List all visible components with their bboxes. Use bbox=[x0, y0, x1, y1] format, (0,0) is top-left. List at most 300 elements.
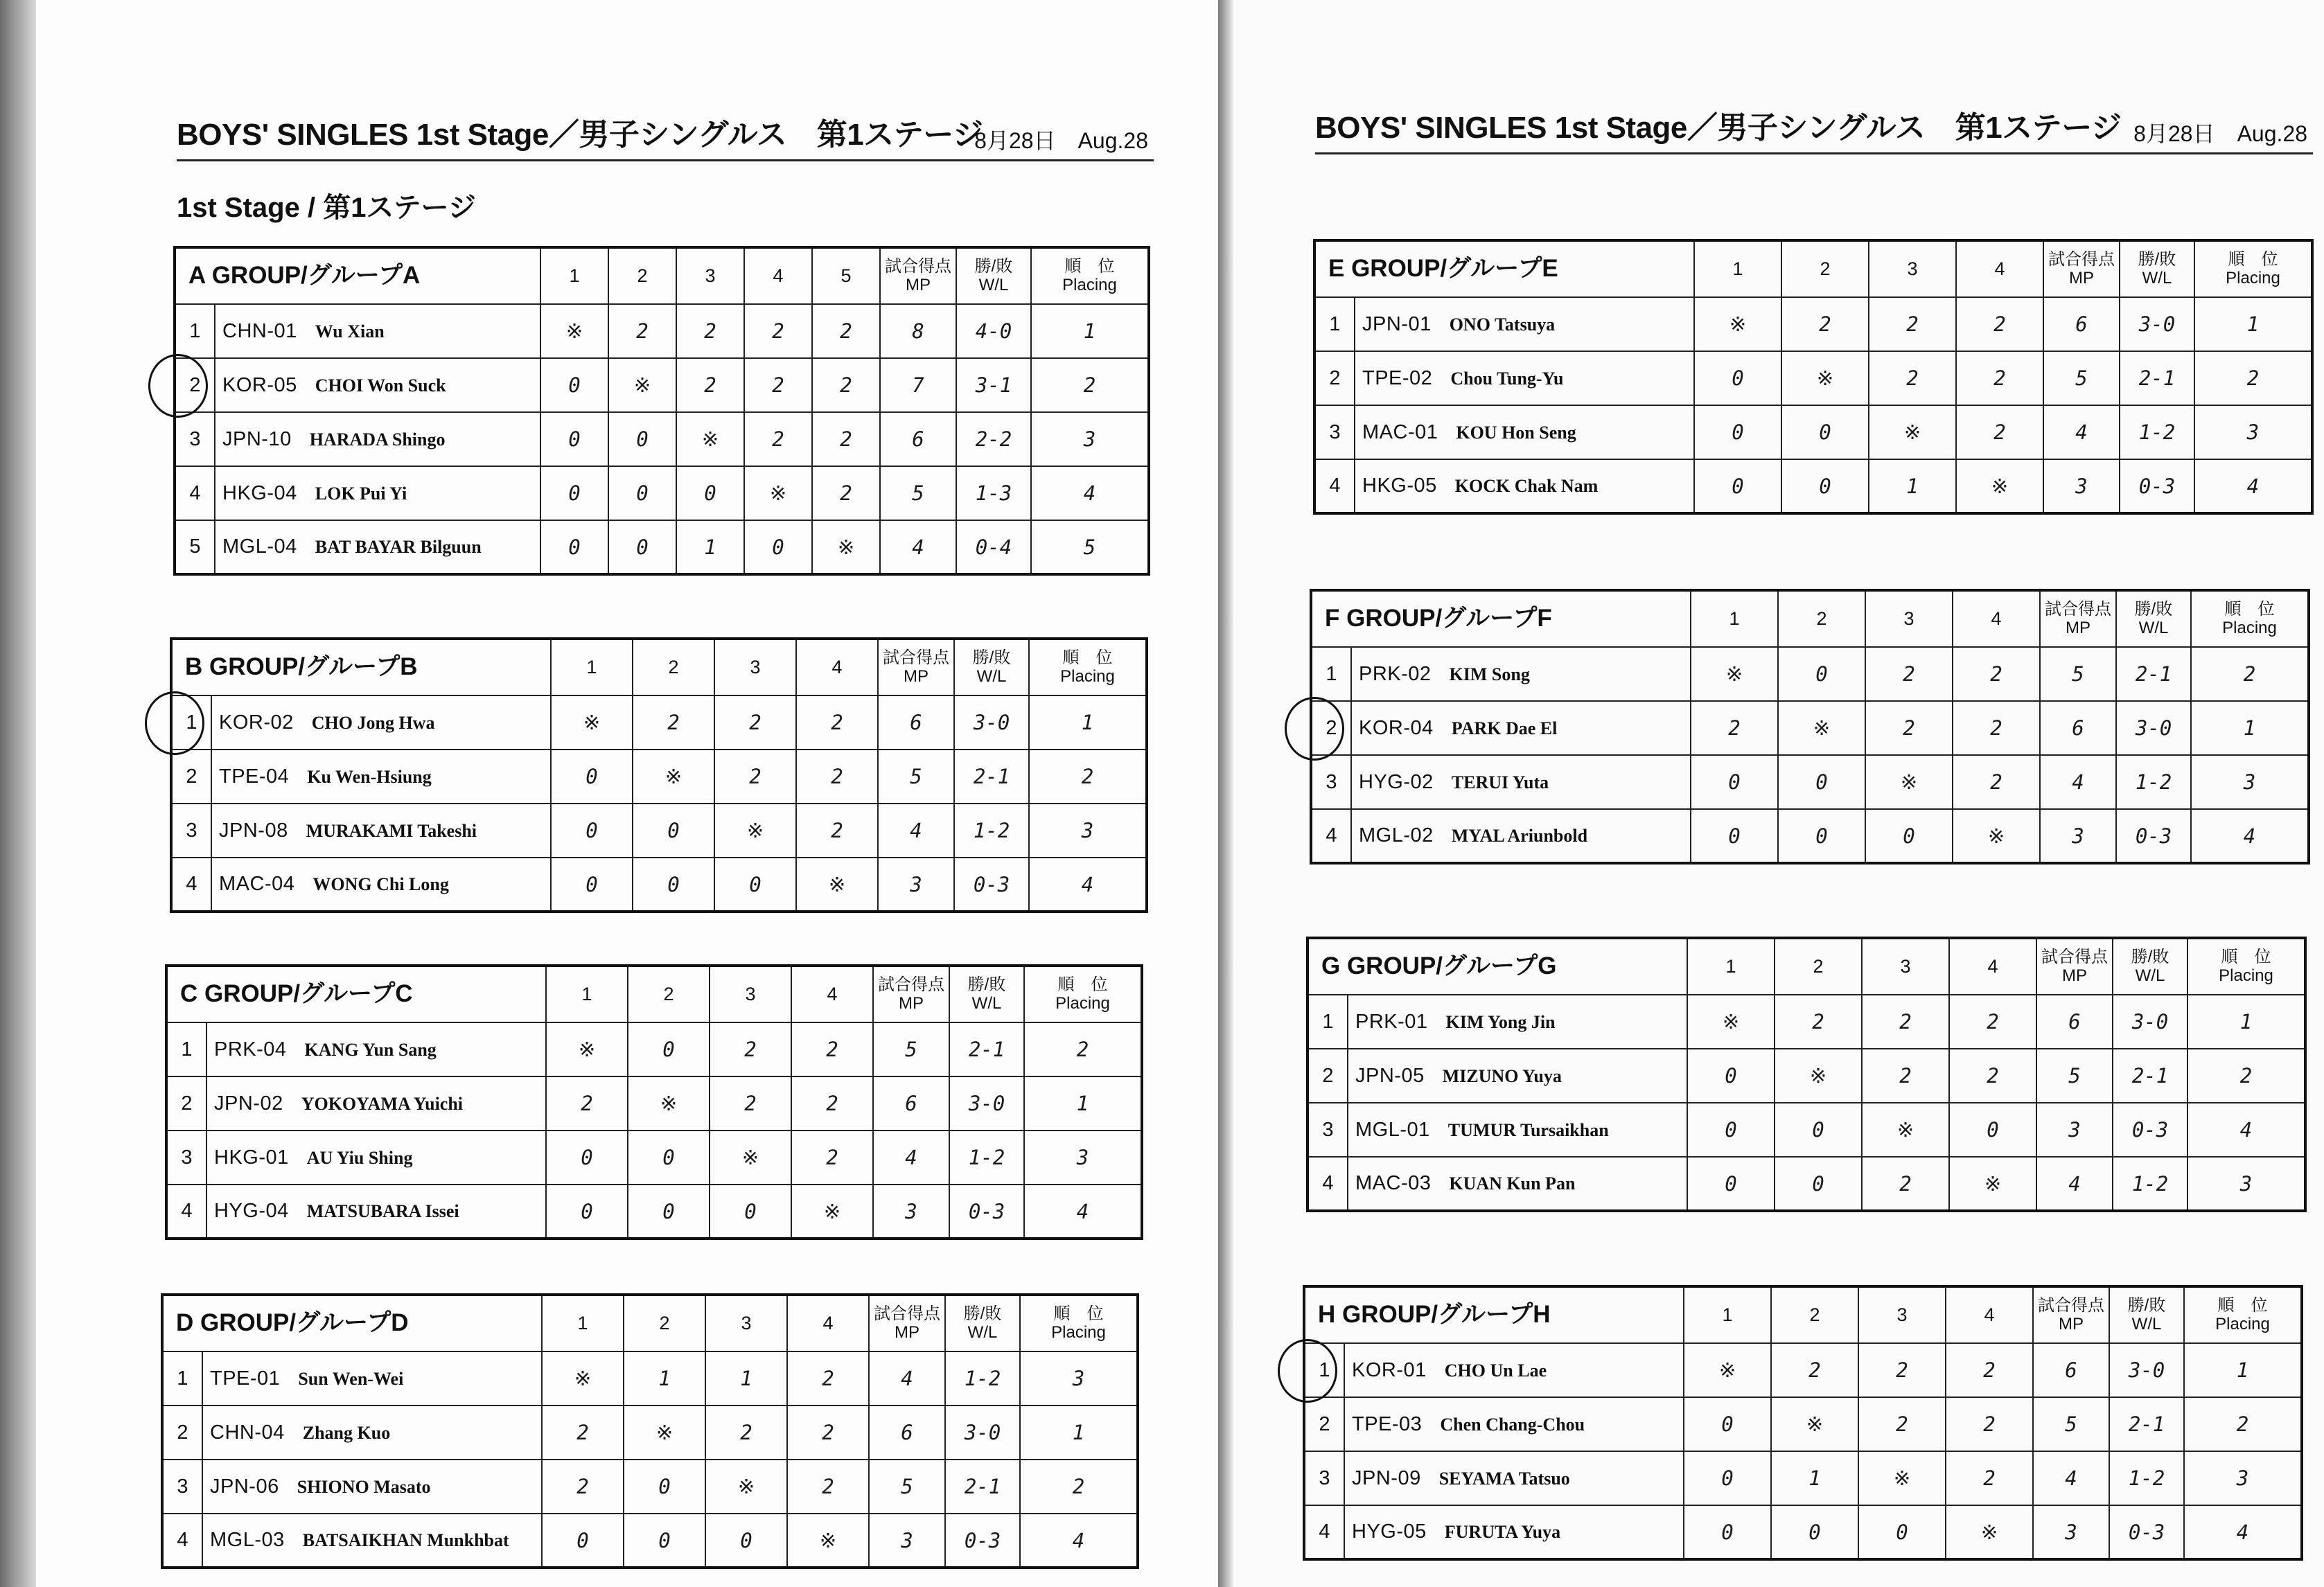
match-result: 0 bbox=[540, 412, 608, 466]
win-loss: 2-1 bbox=[945, 1460, 1020, 1514]
player-code: HYG-02 bbox=[1359, 770, 1434, 793]
player-code: MGL-03 bbox=[210, 1529, 285, 1551]
player-code: CHN-01 bbox=[222, 319, 297, 342]
player-cell bbox=[215, 466, 540, 520]
opponent-column-header: 3 bbox=[705, 1295, 787, 1351]
opponent-column-header: 3 bbox=[710, 966, 791, 1022]
mp-column-header: 試合得点 MP bbox=[2036, 938, 2113, 995]
table-row bbox=[1308, 1049, 2305, 1103]
placing: 3 bbox=[2184, 1451, 2302, 1505]
player-cell bbox=[1348, 1103, 1687, 1157]
row-number: 4 bbox=[1308, 1157, 1348, 1211]
opponent-column-header: 2 bbox=[624, 1295, 705, 1351]
win-loss: 0-3 bbox=[2120, 459, 2194, 513]
match-result: 2 bbox=[1865, 701, 1953, 755]
placing: 3 bbox=[2191, 755, 2309, 809]
win-loss: 3-0 bbox=[2113, 995, 2187, 1049]
player-cell bbox=[1344, 1397, 1684, 1451]
row-number: 3 bbox=[1304, 1451, 1344, 1505]
win-loss: 0-3 bbox=[2116, 809, 2191, 863]
match-result: 0 bbox=[628, 1185, 710, 1239]
placing-column-header: 順 位 Placing bbox=[2194, 240, 2312, 297]
match-points: 6 bbox=[878, 695, 954, 750]
opponent-column-header: 4 bbox=[1953, 590, 2040, 647]
player-cell bbox=[1348, 1157, 1687, 1211]
placing: 4 bbox=[2184, 1505, 2302, 1559]
placing-column-header: 順 位 Placing bbox=[2187, 938, 2305, 995]
table-row bbox=[162, 1460, 1138, 1514]
match-result: 2 bbox=[1946, 1397, 2033, 1451]
table-row bbox=[171, 695, 1147, 750]
match-result: 2 bbox=[676, 304, 744, 358]
player-code: JPN-08 bbox=[219, 819, 288, 842]
match-points: 8 bbox=[880, 304, 956, 358]
match-result: 2 bbox=[1858, 1343, 1946, 1397]
player-code: MGL-02 bbox=[1359, 824, 1434, 846]
match-result: 1 bbox=[676, 520, 744, 574]
player-name: HARADA Shingo bbox=[309, 429, 446, 450]
placing: 4 bbox=[2187, 1103, 2305, 1157]
row-number: 2 bbox=[1308, 1049, 1348, 1103]
placing: 5 bbox=[1031, 520, 1149, 574]
player-cell bbox=[206, 1076, 546, 1131]
table-row bbox=[162, 1406, 1138, 1460]
self-match-mark: ※ bbox=[633, 750, 714, 804]
row-number: 3 bbox=[1311, 755, 1351, 809]
match-points: 3 bbox=[2040, 809, 2116, 863]
match-points: 6 bbox=[873, 1076, 949, 1131]
self-match-mark: ※ bbox=[628, 1076, 710, 1131]
match-result: 0 bbox=[744, 520, 812, 574]
player-cell bbox=[1355, 351, 1694, 405]
match-result: 0 bbox=[1687, 1049, 1775, 1103]
player-code: JPN-10 bbox=[222, 427, 292, 450]
match-result: 0 bbox=[1781, 405, 1869, 459]
match-points: 6 bbox=[2043, 297, 2120, 351]
player-cell bbox=[215, 520, 540, 574]
self-match-mark: ※ bbox=[624, 1406, 705, 1460]
table-row bbox=[1304, 1343, 2302, 1397]
player-code: JPN-05 bbox=[1355, 1064, 1425, 1087]
player-cell bbox=[211, 804, 551, 858]
group-name: C GROUP/グループC bbox=[166, 966, 546, 1022]
player-code: MAC-03 bbox=[1355, 1172, 1432, 1194]
table-row bbox=[175, 520, 1149, 574]
group-table-f bbox=[1310, 589, 2310, 865]
match-points: 5 bbox=[2040, 647, 2116, 701]
opponent-column-header: 1 bbox=[1691, 590, 1778, 647]
opponent-column-header: 2 bbox=[628, 966, 710, 1022]
match-result: 0 bbox=[1684, 1397, 1771, 1451]
win-loss: 1-2 bbox=[949, 1131, 1024, 1185]
match-result: 0 bbox=[1684, 1505, 1771, 1559]
self-match-mark: ※ bbox=[714, 804, 796, 858]
match-result: 0 bbox=[1771, 1505, 1858, 1559]
opponent-column-header: 1 bbox=[542, 1295, 624, 1351]
row-number: 3 bbox=[1314, 405, 1355, 459]
table-row bbox=[1308, 1103, 2305, 1157]
opponent-column-header: 3 bbox=[676, 247, 744, 304]
player-cell bbox=[1351, 755, 1691, 809]
self-match-mark: ※ bbox=[1953, 809, 2040, 863]
row-number: 1 bbox=[1308, 995, 1348, 1049]
group-table-c bbox=[165, 964, 1143, 1240]
stage-heading: 1st Stage / 第1ステージ bbox=[177, 193, 476, 223]
win-loss: 3-1 bbox=[956, 358, 1031, 412]
self-match-mark: ※ bbox=[1946, 1505, 2033, 1559]
opponent-column-header: 1 bbox=[1694, 240, 1781, 297]
group-name: F GROUP/グループF bbox=[1311, 590, 1691, 647]
match-result: 2 bbox=[1865, 647, 1953, 701]
match-result: 2 bbox=[791, 1022, 873, 1076]
match-points: 5 bbox=[869, 1460, 945, 1514]
self-match-mark: ※ bbox=[1781, 351, 1869, 405]
table-row bbox=[1304, 1505, 2302, 1559]
player-cell bbox=[202, 1406, 542, 1460]
match-result: 2 bbox=[1862, 1049, 1949, 1103]
player-code: KOR-01 bbox=[1352, 1358, 1427, 1381]
opponent-column-header: 4 bbox=[787, 1295, 869, 1351]
player-name: LOK Pui Yi bbox=[315, 483, 407, 504]
player-code: MGL-04 bbox=[222, 535, 297, 558]
row-number: 3 bbox=[171, 804, 211, 858]
player-cell bbox=[206, 1185, 546, 1239]
match-result: 0 bbox=[710, 1185, 791, 1239]
placing: 2 bbox=[1024, 1022, 1142, 1076]
self-match-mark: ※ bbox=[1691, 647, 1778, 701]
self-match-mark: ※ bbox=[787, 1514, 869, 1568]
match-result: 1 bbox=[624, 1351, 705, 1406]
row-number: 2 bbox=[175, 358, 215, 412]
table-row bbox=[1311, 755, 2309, 809]
placing-column-header: 順 位 Placing bbox=[2191, 590, 2309, 647]
row-number: 4 bbox=[171, 858, 211, 912]
page-title: BOYS' SINGLES 1st Stage／男子シングルス 第1ステージ bbox=[177, 118, 983, 152]
match-points: 6 bbox=[2036, 995, 2113, 1049]
match-points: 4 bbox=[869, 1351, 945, 1406]
placing: 1 bbox=[2194, 297, 2312, 351]
self-match-mark: ※ bbox=[1862, 1103, 1949, 1157]
win-loss: 2-1 bbox=[2116, 647, 2191, 701]
placing: 1 bbox=[2187, 995, 2305, 1049]
left-page-header bbox=[177, 104, 1154, 161]
placing: 4 bbox=[2194, 459, 2312, 513]
win-loss: 3-0 bbox=[2116, 701, 2191, 755]
self-match-mark: ※ bbox=[676, 412, 744, 466]
opponent-column-header: 2 bbox=[1778, 590, 1865, 647]
player-name: BATSAIKHAN Munkhbat bbox=[302, 1530, 509, 1550]
placing: 4 bbox=[1020, 1514, 1138, 1568]
match-result: 0 bbox=[1778, 647, 1865, 701]
row-number: 2 bbox=[1311, 701, 1351, 755]
player-name: CHOI Won Suck bbox=[315, 375, 446, 396]
player-name: Chou Tung-Yu bbox=[1450, 368, 1564, 389]
player-code: TPE-02 bbox=[1362, 366, 1433, 389]
match-result: 0 bbox=[1858, 1505, 1946, 1559]
player-name: Sun Wen-Wei bbox=[298, 1368, 404, 1389]
placing: 2 bbox=[1020, 1460, 1138, 1514]
player-name: PARK Dae El bbox=[1451, 718, 1558, 738]
row-number: 1 bbox=[1311, 647, 1351, 701]
row-number: 3 bbox=[166, 1131, 206, 1185]
mp-column-header: 試合得点 MP bbox=[880, 247, 956, 304]
table-row bbox=[171, 804, 1147, 858]
table-row bbox=[1308, 995, 2305, 1049]
player-cell bbox=[1344, 1343, 1684, 1397]
match-result: 0 bbox=[540, 358, 608, 412]
placing: 4 bbox=[1024, 1185, 1142, 1239]
match-result: 2 bbox=[787, 1406, 869, 1460]
match-points: 5 bbox=[880, 466, 956, 520]
player-name: KOCK Chak Nam bbox=[1454, 476, 1599, 496]
opponent-column-header: 2 bbox=[1771, 1286, 1858, 1343]
self-match-mark: ※ bbox=[796, 858, 878, 912]
group-table-d bbox=[161, 1293, 1139, 1569]
match-result: 0 bbox=[551, 858, 633, 912]
table-row bbox=[166, 1185, 1142, 1239]
player-code: JPN-09 bbox=[1352, 1466, 1421, 1489]
player-code: JPN-01 bbox=[1362, 312, 1432, 335]
placing: 3 bbox=[1024, 1131, 1142, 1185]
table-row bbox=[1314, 351, 2312, 405]
opponent-column-header: 5 bbox=[812, 247, 880, 304]
win-loss: 1-2 bbox=[954, 804, 1029, 858]
placing: 3 bbox=[1029, 804, 1147, 858]
match-result: 0 bbox=[628, 1022, 710, 1076]
player-name: WONG Chi Long bbox=[312, 874, 449, 894]
match-points: 3 bbox=[873, 1185, 949, 1239]
match-result: 2 bbox=[1956, 297, 2043, 351]
group-table-g bbox=[1306, 937, 2307, 1212]
match-result: 2 bbox=[714, 750, 796, 804]
self-match-mark: ※ bbox=[744, 466, 812, 520]
match-points: 5 bbox=[2033, 1397, 2109, 1451]
win-loss: 0-3 bbox=[2113, 1103, 2187, 1157]
opponent-column-header: 2 bbox=[633, 639, 714, 695]
wl-column-header: 勝/敗 W/L bbox=[949, 966, 1024, 1022]
opponent-column-header: 1 bbox=[546, 966, 628, 1022]
table-row bbox=[1311, 647, 2309, 701]
row-number: 2 bbox=[171, 750, 211, 804]
player-name: Wu Xian bbox=[315, 321, 385, 342]
self-match-mark: ※ bbox=[542, 1351, 624, 1406]
match-result: 0 bbox=[1694, 459, 1781, 513]
mp-column-header: 試合得点 MP bbox=[2043, 240, 2120, 297]
opponent-column-header: 3 bbox=[1862, 938, 1949, 995]
match-result: 0 bbox=[705, 1514, 787, 1568]
player-name: KIM Song bbox=[1449, 664, 1530, 684]
page-title: BOYS' SINGLES 1st Stage／男子シングルス 第1ステージ bbox=[1315, 111, 2122, 145]
win-loss: 1-2 bbox=[2120, 405, 2194, 459]
match-result: 2 bbox=[1949, 995, 2036, 1049]
match-result: 2 bbox=[633, 695, 714, 750]
win-loss: 2-1 bbox=[949, 1022, 1024, 1076]
row-number: 4 bbox=[175, 466, 215, 520]
placing-column-header: 順 位 Placing bbox=[1029, 639, 1147, 695]
table-row bbox=[175, 412, 1149, 466]
row-number: 4 bbox=[1304, 1505, 1344, 1559]
self-match-mark: ※ bbox=[1956, 459, 2043, 513]
table-row bbox=[1311, 701, 2309, 755]
match-points: 4 bbox=[2036, 1157, 2113, 1211]
player-cell bbox=[215, 412, 540, 466]
win-loss: 4-0 bbox=[956, 304, 1031, 358]
self-match-mark: ※ bbox=[1684, 1343, 1771, 1397]
player-cell bbox=[211, 858, 551, 912]
opponent-column-header: 4 bbox=[744, 247, 812, 304]
match-points: 7 bbox=[880, 358, 956, 412]
mp-column-header: 試合得点 MP bbox=[2033, 1286, 2109, 1343]
player-name: MATSUBARA Issei bbox=[306, 1201, 459, 1221]
table-row bbox=[166, 1131, 1142, 1185]
table-row bbox=[171, 858, 1147, 912]
match-result: 0 bbox=[551, 750, 633, 804]
player-name: SHIONO Masato bbox=[297, 1476, 431, 1497]
placing: 1 bbox=[1024, 1076, 1142, 1131]
match-result: 1 bbox=[705, 1351, 787, 1406]
match-points: 6 bbox=[880, 412, 956, 466]
self-match-mark: ※ bbox=[1775, 1049, 1862, 1103]
placing: 3 bbox=[1020, 1351, 1138, 1406]
match-result: 0 bbox=[546, 1131, 628, 1185]
row-number: 3 bbox=[162, 1460, 202, 1514]
match-result: 2 bbox=[744, 304, 812, 358]
player-name: KANG Yun Sang bbox=[304, 1039, 437, 1060]
opponent-column-header: 1 bbox=[551, 639, 633, 695]
row-number: 3 bbox=[1308, 1103, 1348, 1157]
match-result: 2 bbox=[1956, 405, 2043, 459]
player-code: PRK-01 bbox=[1355, 1010, 1428, 1033]
match-result: 2 bbox=[714, 695, 796, 750]
row-number: 1 bbox=[1314, 297, 1355, 351]
match-points: 4 bbox=[880, 520, 956, 574]
match-points: 3 bbox=[878, 858, 954, 912]
match-points: 4 bbox=[2040, 755, 2116, 809]
match-result: 2 bbox=[791, 1076, 873, 1131]
match-result: 0 bbox=[1687, 1103, 1775, 1157]
opponent-column-header: 1 bbox=[1684, 1286, 1771, 1343]
match-result: 0 bbox=[633, 858, 714, 912]
table-row bbox=[175, 358, 1149, 412]
match-result: 2 bbox=[1869, 297, 1956, 351]
player-name: YOKOYAMA Yuichi bbox=[301, 1093, 464, 1114]
win-loss: 0-4 bbox=[956, 520, 1031, 574]
match-result: 2 bbox=[542, 1460, 624, 1514]
wl-column-header: 勝/敗 W/L bbox=[2116, 590, 2191, 647]
win-loss: 0-3 bbox=[949, 1185, 1024, 1239]
row-number: 5 bbox=[175, 520, 215, 574]
opponent-column-header: 1 bbox=[1687, 938, 1775, 995]
player-name: AU Yiu Shing bbox=[306, 1147, 413, 1168]
mp-column-header: 試合得点 MP bbox=[2040, 590, 2116, 647]
match-result: 2 bbox=[787, 1460, 869, 1514]
player-cell bbox=[1355, 405, 1694, 459]
match-result: 0 bbox=[608, 466, 676, 520]
player-code: HYG-05 bbox=[1352, 1520, 1427, 1543]
player-code: HKG-04 bbox=[222, 481, 297, 504]
win-loss: 1-2 bbox=[2109, 1451, 2184, 1505]
match-result: 0 bbox=[1691, 755, 1778, 809]
placing: 2 bbox=[2187, 1049, 2305, 1103]
group-table-a bbox=[173, 246, 1150, 576]
table-row bbox=[1304, 1397, 2302, 1451]
match-result: 2 bbox=[744, 358, 812, 412]
match-points: 3 bbox=[2036, 1103, 2113, 1157]
opponent-column-header: 3 bbox=[1869, 240, 1956, 297]
match-points: 4 bbox=[878, 804, 954, 858]
win-loss: 1-2 bbox=[945, 1351, 1020, 1406]
group-table-b bbox=[170, 637, 1148, 913]
row-number: 3 bbox=[175, 412, 215, 466]
match-result: 2 bbox=[1953, 701, 2040, 755]
player-name: MIZUNO Yuya bbox=[1442, 1065, 1562, 1086]
placing: 2 bbox=[2184, 1397, 2302, 1451]
group-table-e bbox=[1313, 239, 2314, 515]
placing: 2 bbox=[2194, 351, 2312, 405]
row-number: 2 bbox=[162, 1406, 202, 1460]
match-result: 0 bbox=[628, 1131, 710, 1185]
match-result: 2 bbox=[676, 358, 744, 412]
win-loss: 2-1 bbox=[2120, 351, 2194, 405]
match-result: 2 bbox=[812, 466, 880, 520]
player-code: TPE-03 bbox=[1352, 1412, 1423, 1435]
match-result: 2 bbox=[546, 1076, 628, 1131]
win-loss: 3-0 bbox=[2120, 297, 2194, 351]
row-number: 4 bbox=[1314, 459, 1355, 513]
player-name: BAT BAYAR Bilguun bbox=[315, 537, 482, 557]
table-row bbox=[171, 750, 1147, 804]
self-match-mark: ※ bbox=[1869, 405, 1956, 459]
match-result: 2 bbox=[1691, 701, 1778, 755]
player-name: TERUI Yuta bbox=[1451, 772, 1549, 792]
table-row bbox=[1308, 1157, 2305, 1211]
match-result: 2 bbox=[812, 358, 880, 412]
match-result: 2 bbox=[542, 1406, 624, 1460]
row-number: 4 bbox=[1311, 809, 1351, 863]
player-name: CHO Un Lae bbox=[1444, 1360, 1547, 1381]
player-code: HYG-04 bbox=[214, 1200, 289, 1222]
match-points: 6 bbox=[2033, 1343, 2109, 1397]
table-row bbox=[1304, 1451, 2302, 1505]
win-loss: 2-2 bbox=[956, 412, 1031, 466]
opponent-column-header: 4 bbox=[796, 639, 878, 695]
row-number: 2 bbox=[1314, 351, 1355, 405]
player-cell bbox=[211, 695, 551, 750]
placing: 2 bbox=[1031, 358, 1149, 412]
match-result: 0 bbox=[1778, 755, 1865, 809]
self-match-mark: ※ bbox=[540, 304, 608, 358]
match-result: 2 bbox=[1862, 995, 1949, 1049]
player-name: MURAKAMI Takeshi bbox=[306, 820, 477, 841]
match-points: 5 bbox=[2043, 351, 2120, 405]
row-number: 1 bbox=[171, 695, 211, 750]
player-name: MYAL Ariunbold bbox=[1451, 826, 1588, 846]
player-cell bbox=[215, 358, 540, 412]
win-loss: 1-2 bbox=[2113, 1157, 2187, 1211]
match-result: 2 bbox=[1953, 755, 2040, 809]
self-match-mark: ※ bbox=[1858, 1451, 1946, 1505]
placing: 2 bbox=[1029, 750, 1147, 804]
player-cell bbox=[202, 1351, 542, 1406]
player-code: HKG-01 bbox=[214, 1146, 289, 1169]
match-points: 4 bbox=[2033, 1451, 2109, 1505]
table-row bbox=[1311, 809, 2309, 863]
match-result: 0 bbox=[1694, 405, 1781, 459]
self-match-mark: ※ bbox=[812, 520, 880, 574]
match-result: 2 bbox=[796, 695, 878, 750]
match-result: 2 bbox=[1775, 995, 1862, 1049]
win-loss: 0-3 bbox=[2109, 1505, 2184, 1559]
